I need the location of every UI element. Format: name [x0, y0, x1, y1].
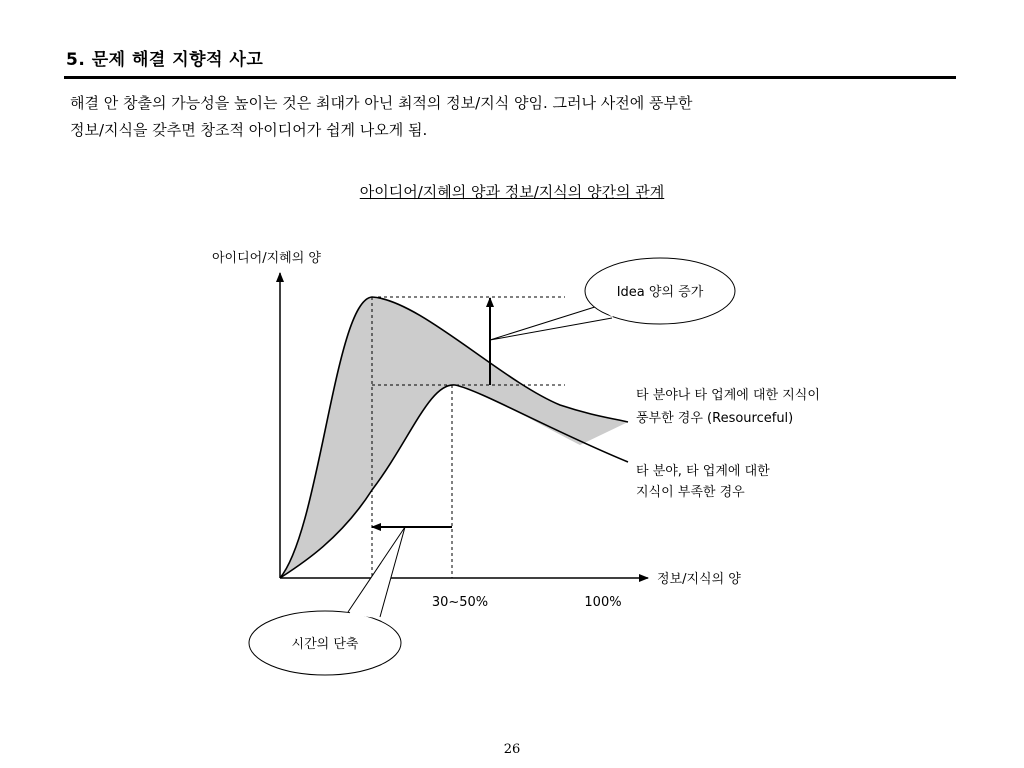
x-tick-label: 30~50%: [431, 595, 489, 610]
body-line: 정보/지식을 갖추면 창조적 아이디어가 쉽게 나오게 됨.: [70, 121, 428, 139]
x-tick-label: 100%: [584, 595, 622, 610]
callout-bottom-text: 시간의 단축: [291, 637, 359, 652]
curve-lacking-label: 타 분야, 타 업계에 대한: [636, 464, 770, 479]
gain-area: [280, 297, 628, 578]
diagram-title: 아이디어/지혜의 양과 정보/지식의 양간의 관계: [359, 183, 665, 201]
page-number: 26: [503, 742, 521, 757]
page-title: 5. 문제 해결 지향적 사고: [66, 50, 264, 70]
callout-top-text: Idea 양의 증가: [616, 285, 704, 300]
body-line: 해결 안 창출의 가능성을 높이는 것은 최대가 아닌 최적의 정보/지식 양임. 그러나 사전에 풍부한: [70, 94, 693, 112]
curve-resourceful-label: 타 분야나 타 업계에 대한 지식이: [636, 388, 820, 403]
x-axis-label: 정보/지식의 양: [657, 572, 741, 587]
y-axis-label: 아이디어/지혜의 양: [212, 251, 321, 266]
callout-top-pointer: [490, 306, 612, 340]
curve-lacking-label: 지식이 부족한 경우: [636, 485, 745, 500]
curve-resourceful-label: 풍부한 경우 (Resourceful): [636, 411, 794, 426]
callout-bottom-pointer: [348, 527, 405, 617]
